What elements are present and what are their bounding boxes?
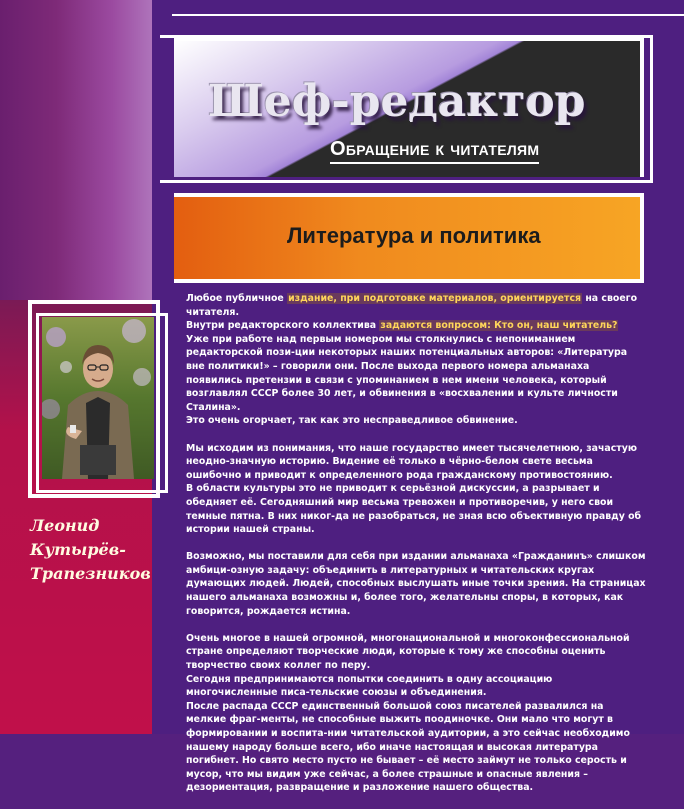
left-gradient-band [0, 0, 160, 300]
article-text: Очень многое в нашей огромной, многонациональной и многоконфессиональной стране определяют творческие люди, которые к тому же способны оценить творчество своих коллег по перу. [186, 632, 630, 672]
article-paragraph [186, 442, 646, 537]
author-photo [42, 317, 154, 479]
article-paragraph [186, 632, 646, 795]
article-text: Любое публичное [186, 293, 288, 304]
article-text: Внутри редакторского коллектива [186, 320, 380, 332]
highlighted-text: задаются вопросом: Кто он, наш читатель? [380, 320, 618, 332]
article-body [186, 292, 646, 809]
article-text: Мы исходим из понимания, что наше государство имеет тысячелетнюю, зачастую неодно-значную историю. Видение её только в чёрно-белом свете весьма ошибочно и приводит к определенного рода гражданскому противостоянию. [186, 442, 637, 481]
author-name-line: Кутырёв- [30, 540, 126, 559]
page-title: Шеф-редактор [208, 76, 586, 127]
page-subtitle: Обращение к читателям [330, 138, 539, 164]
highlighted-text: издание, при подготовке материалов, ориентируется [288, 293, 582, 304]
article-text: После распада СССР единственный большой союз писателей развалился на мелкие фраг-менты, не способные выжить поодиночке. Они мало что могут в формировании и воспита-нии читательской аудитории, а это сейчас необходимо нашему народу больше всего, ибо иначе настоящая и высокая литература погибнет. Но свято место пусто не бывает – её место займут не только серость и мусор, что мы видим уже сейчас, а более страшные и опасные явления – дезориентация, развращение и разложение нашего общества. [186, 700, 630, 794]
article-text: на своего читателя. [186, 293, 638, 318]
article-paragraph: Возможно, мы поставили для себя при издании альманаха «Гражданинъ» слишком амбици-озную задачу: объединить в литературных и читательских кругах думающих людей. Людей, способных выслушать иные точки зрения. На страницах нашего альманаха возможны и, более того, желательны споры, в которых, как говорится, рождается истина. [186, 551, 646, 617]
author-name-line: Трапезников [30, 564, 151, 583]
top-divider [172, 14, 684, 16]
article-text: В области культуры это не приводит к серьёзной дискуссии, а разрывает и обедняет её. Сегодняшний мир весьма тревожен и противоречив, у него свои темные пятна. В них никог-да не разобраться, не зная всю объективную правду об истории нашей страны. [186, 483, 642, 536]
author-name-line: Леонид [30, 516, 100, 535]
article-text: Это очень огорчает, так как это несправедливое обвинение. [186, 415, 518, 427]
article-paragraph [186, 292, 646, 428]
article-text: Уже при работе над первым номером мы столкнулись с непониманием редакторской пози-ции некоторых наших потенциальных авторов: «Литература вне политики!» – говорили они. После выхода первого номера альманаха появились претензии в связи с упоминанием в нем имени человека, который возглавлял СССР более 30 лет, и обвинения в «восхвалении и культе личности Сталина». [186, 333, 628, 413]
article-text: Сегодня предпринимаются попытки соединить в одну ассоциацию многочисленные писа-тельские союзы и объединения. [186, 673, 553, 699]
author-name [30, 514, 150, 586]
section-title: Литература и политика [287, 223, 541, 248]
author-portrait-illustration [42, 317, 154, 479]
